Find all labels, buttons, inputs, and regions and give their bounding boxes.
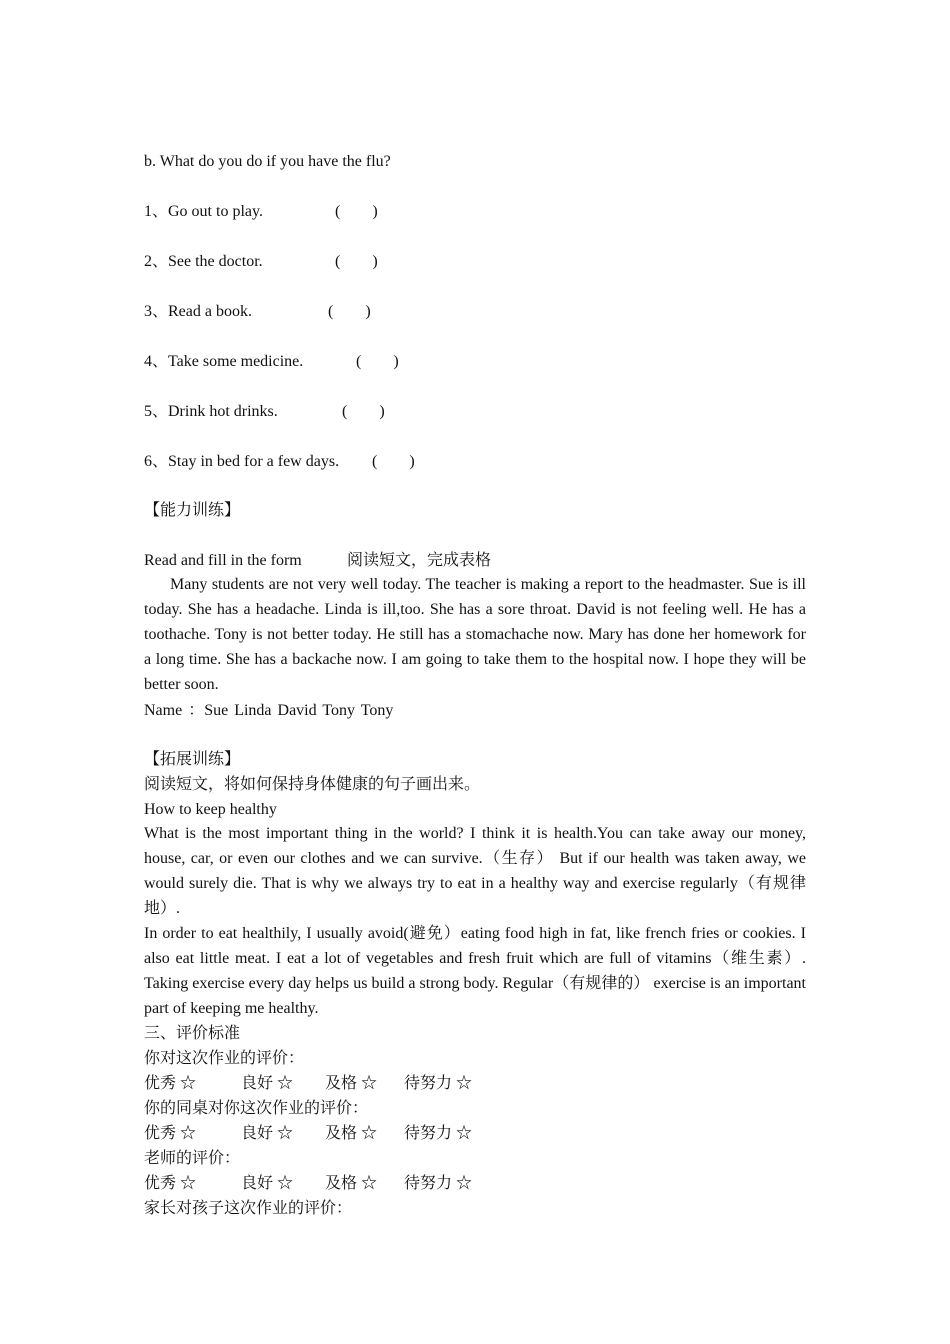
answer-parens: ( ) [335,253,378,270]
rating-good: 良好 ☆ [241,1075,294,1092]
rating-excellent: 优秀 ☆ [144,1125,197,1142]
rating-good: 良好 ☆ [241,1175,294,1192]
rating-needs-work: 待努力 ☆ [404,1175,473,1192]
rating-good: 良好 ☆ [241,1125,294,1142]
read-fill-cn: 阅读短文，完成表格 [347,552,492,569]
read-fill-en: Read and fill in the form [144,552,302,569]
question-b: b. What do you do if you have the flu? [144,153,391,170]
item-text: 5、Drink hot drinks. [144,403,278,420]
rating-pass: 及格 ☆ [325,1125,378,1142]
read-fill-instruction [144,551,492,571]
answer-parens: ( ) [342,403,385,420]
eval-peer-label: 你的同桌对你这次作业的评价： [144,1100,369,1117]
passage-2-paragraph-1: What is the most important thing in the world? I think it is health.You can take away our money, house, car, or even our clothes and we can survive.（生存） But if our health was taken away, we would surely die. That is why we always try to eat in a healthy way and exercise regularly（有规律地）. [144,825,806,917]
item-text: 3、Read a book. [144,303,252,320]
item-text: 6、Stay in bed for a few days. [144,453,340,470]
answer-parens: ( ) [356,353,399,370]
answer-parens: ( ) [335,203,378,220]
answer-parens: ( ) [328,303,371,320]
section-heading-evaluation: 三、评价标准 [144,1025,241,1042]
eval-teacher-label: 老师的评价： [144,1150,241,1167]
rating-needs-work: 待努力 ☆ [404,1125,473,1142]
item-text: 1、Go out to play. [144,203,263,220]
rating-pass: 及格 ☆ [325,1175,378,1192]
rating-excellent: 优秀 ☆ [144,1075,197,1092]
section-heading-ability: 【能力训练】 [144,502,241,519]
rating-pass: 及格 ☆ [325,1075,378,1092]
extend-instruction: 阅读短文，将如何保持身体健康的句子画出来。 [144,776,481,793]
rating-needs-work: 待努力 ☆ [404,1075,473,1092]
name-row: Name ：Sue Linda David Tony Tony [144,702,394,719]
passage-2-title: How to keep healthy [144,801,277,818]
section-heading-extend: 【拓展训练】 [144,751,241,768]
passage-2-paragraph-2: In order to eat healthily, I usually avoid(避免）eating food high in fat, like french fries or cookies. I also eat little meat. I eat a lot of vegetables and fresh fruit which are full of vitamins（维生素）. Taking exercise every day helps us build a strong body. Regular（有规律的） exercise is an important part of keeping me healthy. [144,925,806,1017]
answer-parens: ( ) [372,453,415,470]
item-text: 4、Take some medicine. [144,353,304,370]
passage-1: Many students are not very well today. The teacher is making a report to the headmaster. Sue is ill today. She has a headache. Linda is ill,too. She has a sore throat. David is not feeling well. He has a toothache. Tony is not better today. He still has a stomachache now. Mary has done her homework for a long time. She has a backache now. I am going to take them to the hospital now. I hope they will be better soon. [144,576,806,693]
rating-excellent: 优秀 ☆ [144,1175,197,1192]
item-text: 2、See the doctor. [144,253,263,270]
eval-parent-label: 家长对孩子这次作业的评价： [144,1200,353,1217]
eval-self-label: 你对这次作业的评价： [144,1050,305,1067]
